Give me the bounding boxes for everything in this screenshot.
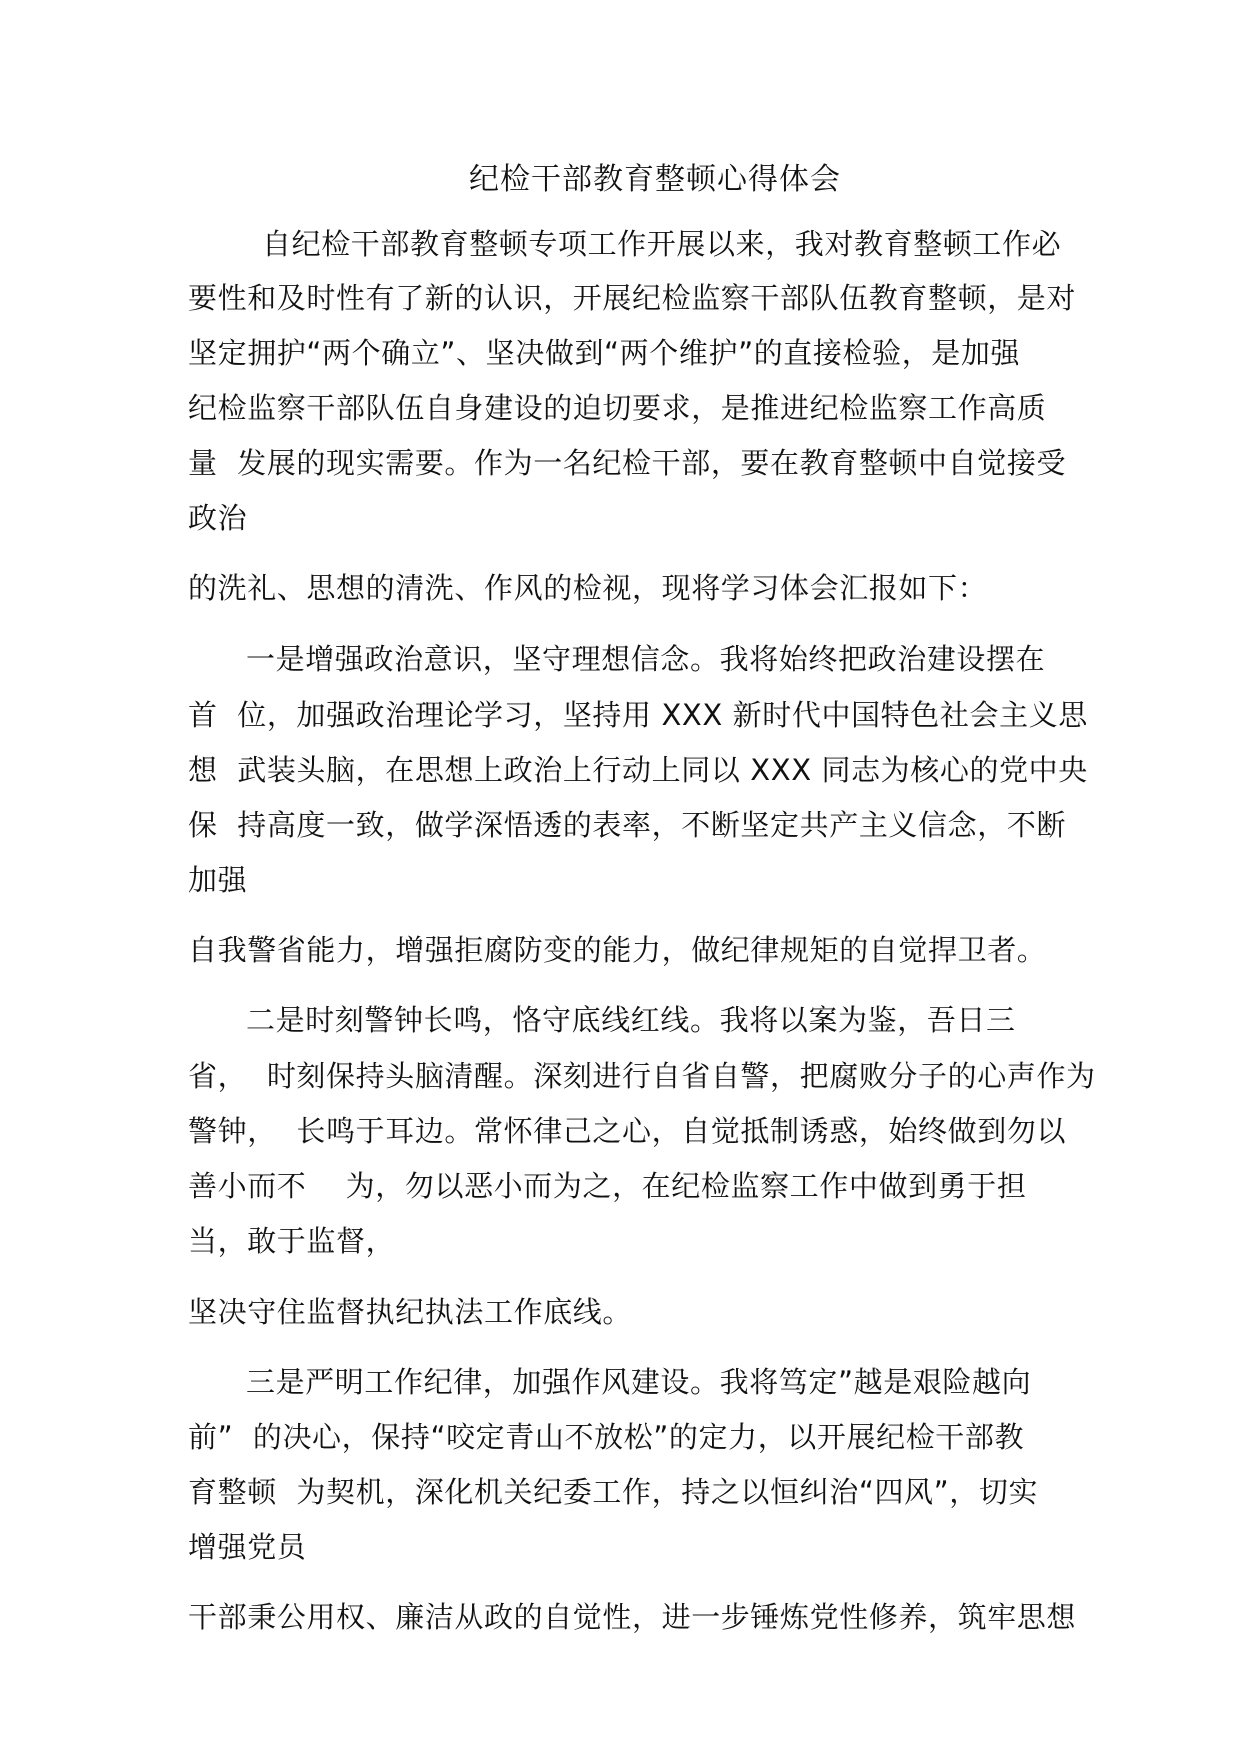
paragraph-line: 省， 时刻保持头脑清醒。深刻进行自省自警，把腐败分子的心声作为 xyxy=(188,1059,1096,1093)
paragraph-line: 坚定拥护“两个确立”、坚决做到“两个维护”的直接检验，是加强 xyxy=(188,336,1021,370)
paragraph-line: 增强党员 xyxy=(188,1530,307,1564)
paragraph-line: 育整顿 为契机，深化机关纪委工作，持之以恒纠治“四风”，切实 xyxy=(188,1475,1039,1509)
paragraph-line: 警钟， 长鸣于耳边。常怀律己之心，自觉抵制诱惑，始终做到勿以 xyxy=(188,1114,1067,1148)
paragraph-line: 要性和及时性有了新的认识，开展纪检监察干部队伍教育整顿，是对 xyxy=(188,281,1077,315)
paragraph-line: 二是时刻警钟长鸣，恪守底线红线。我将以案为鉴，吾日三 xyxy=(246,1003,1016,1037)
paragraph-line: 政治 xyxy=(188,501,248,535)
paragraph-line: 一是增强政治意识，坚守理想信念。我将始终把政治建设摆在 xyxy=(246,642,1046,676)
paragraph-line: 保 持高度一致，做学深悟透的表率，不断坚定共产主义信念，不断 xyxy=(188,808,1067,842)
paragraph-line: 的洗礼、思想的清洗、作风的检视，现将学习体会汇报如下： xyxy=(188,571,988,605)
paragraph-line: 三是严明工作纪律，加强作风建设。我将笃定”越是艰险越向 xyxy=(246,1365,1032,1399)
paragraph-line: 首 位，加强政治理论学习，坚持用 XXX 新时代中国特色社会主义思 xyxy=(188,698,1088,732)
paragraph-line: 善小而不 为，勿以恶小而为之，在纪检监察工作中做到勇于担 xyxy=(188,1169,1027,1203)
paragraph-line: 量 发展的现实需要。作为一名纪检干部，要在教育整顿中自觉接受 xyxy=(188,446,1067,480)
paragraph-line: 自我警省能力，增强拒腐防变的能力，做纪律规矩的自觉捍卫者。 xyxy=(188,933,1047,967)
document-title: 纪检干部教育整顿心得体会 xyxy=(469,162,841,197)
paragraph-line: 当，敢于监督， xyxy=(188,1224,396,1258)
paragraph-line: 加强 xyxy=(188,863,248,897)
paragraph-line: 前” 的决心，保持“咬定青山不放松”的定力，以开展纪检干部教 xyxy=(188,1420,1025,1454)
paragraph-line: 纪检监察干部队伍自身建设的迫切要求，是推进纪检监察工作高质 xyxy=(188,391,1047,425)
paragraph-line: 想 武装头脑，在思想上政治上行动上同以 XXX 同志为核心的党中央 xyxy=(188,753,1088,787)
paragraph-line: 干部秉公用权、廉洁从政的自觉性，进一步锤炼党性修养，筑牢思想 xyxy=(188,1600,1077,1634)
paragraph-line: 自纪检干部教育整顿专项工作开展以来，我对教育整顿工作必 xyxy=(262,227,1062,261)
paragraph-line: 坚决守住监督执纪执法工作底线。 xyxy=(188,1295,633,1329)
